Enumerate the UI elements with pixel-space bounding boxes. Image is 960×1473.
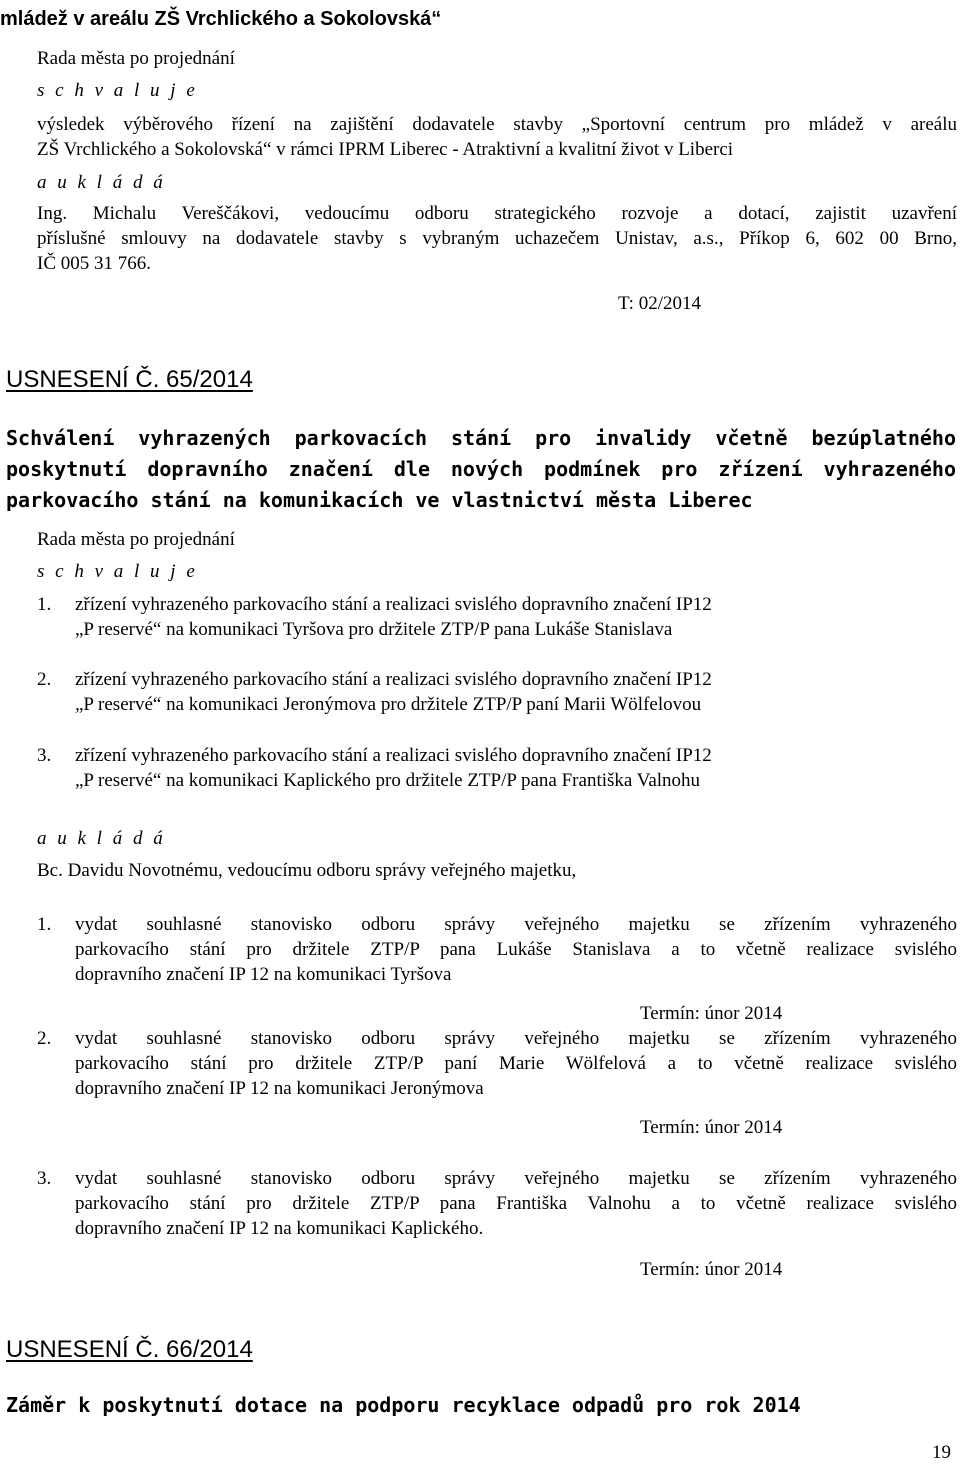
page-number: 19 (932, 1442, 951, 1463)
item-text: zřízení vyhrazeného parkovacího stání a realizaci svislého dopravního značení IP12 (75, 745, 712, 766)
item-text: dopravního značení IP 12 na komunikaci Tyršova (75, 964, 452, 985)
item-text: parkovacího stání pro držitele ZTP/P pana Lukáše Stanislava a to včetně realizace svislého (75, 939, 957, 960)
resolution-title: Schválení vyhrazených parkovacích stání pro invalidy včetně bezúplatného (6, 426, 956, 450)
uklada-label: a u k l á d á (37, 828, 166, 849)
item-text: „P reservé“ na komunikaci Kaplického pro držitele ZTP/P pana Františka Valnohu (75, 770, 701, 791)
item-text: „P reservé“ na komunikaci Tyršova pro držitele ZTP/P pana Lukáše Stanislava (75, 619, 673, 640)
task-deadline: Termín: únor 2014 (640, 1259, 783, 1280)
task-line: IČ 005 31 766. (37, 253, 151, 274)
schvaluje-label: s c h v a l u j e (37, 561, 198, 582)
item-text: parkovacího stání pro držitele ZTP/P pana Františka Valnohu a to včetně realizace svislého (75, 1193, 957, 1214)
rada-label: Rada města po projednání (37, 48, 235, 69)
item-text: dopravního značení IP 12 na komunikaci Kaplického. (75, 1218, 484, 1239)
item-number: 3. (37, 1168, 52, 1189)
task-deadline: Termín: únor 2014 (640, 1117, 783, 1138)
item-text: zřízení vyhrazeného parkovacího stání a realizaci svislého dopravního značení IP12 (75, 669, 712, 690)
item-number: 2. (37, 1028, 52, 1049)
uklada-label: a u k l á d á (37, 172, 166, 193)
addressee: Bc. Davidu Novotnému, vedoucímu odboru správy veřejného majetku, (37, 860, 577, 881)
schvaluje-label: s c h v a l u j e (37, 80, 198, 101)
resolution-number: USNESENÍ Č. 66/2014 (6, 1336, 253, 1363)
item-text: „P reservé“ na komunikaci Jeronýmova pro držitele ZTP/P paní Marii Wölfelovou (75, 694, 702, 715)
item-number: 1. (37, 594, 52, 615)
item-number: 1. (37, 914, 52, 935)
resolution-title: poskytnutí dopravního značení dle nových podmínek pro zřízení vyhrazeného (6, 457, 956, 481)
result-line: výsledek výběrového řízení na zajištění dodavatele stavby „Sportovní centrum pro mládež v areálu (37, 114, 957, 135)
item-text: dopravního značení IP 12 na komunikaci Jeronýmova (75, 1078, 484, 1099)
item-text: parkovacího stání pro držitele ZTP/P paní Marie Wölfelová a to včetně realizace svislého (75, 1053, 957, 1074)
item-text: vydat souhlasné stanovisko odboru správy veřejného majetku se zřízením vyhrazeného (75, 1028, 957, 1049)
resolution-number: USNESENÍ Č. 65/2014 (6, 366, 253, 393)
task-deadline: Termín: únor 2014 (640, 1003, 783, 1024)
task-line: příslušné smlouvy na dodavatele stavby s vybraným uchazečem Unistav, a.s., Příkop 6, 602 00 Brno, (37, 228, 957, 249)
deadline: T: 02/2014 (618, 293, 701, 314)
result-line: ZŠ Vrchlického a Sokolovská“ v rámci IPRM Liberec - Atraktivní a kvalitní život v Liberci (37, 139, 734, 160)
task-line: Ing. Michalu Vereščákovi, vedoucímu odboru strategického rozvoje a dotací, zajistit uzavření (37, 203, 957, 224)
item-text: vydat souhlasné stanovisko odboru správy veřejného majetku se zřízením vyhrazeného (75, 914, 957, 935)
item-number: 2. (37, 669, 52, 690)
item-text: vydat souhlasné stanovisko odboru správy veřejného majetku se zřízením vyhrazeného (75, 1168, 957, 1189)
rada-label: Rada města po projednání (37, 529, 235, 550)
resolution-title: parkovacího stání na komunikacích ve vlastnictví města Liberec (6, 488, 753, 512)
item-number: 3. (37, 745, 52, 766)
item-text: zřízení vyhrazeného parkovacího stání a realizaci svislého dopravního značení IP12 (75, 594, 712, 615)
resolution-title: Záměr k poskytnutí dotace na podporu recyklace odpadů pro rok 2014 (6, 1393, 801, 1417)
top-heading: mládež v areálu ZŠ Vrchlického a Sokolovská“ (0, 8, 442, 30)
